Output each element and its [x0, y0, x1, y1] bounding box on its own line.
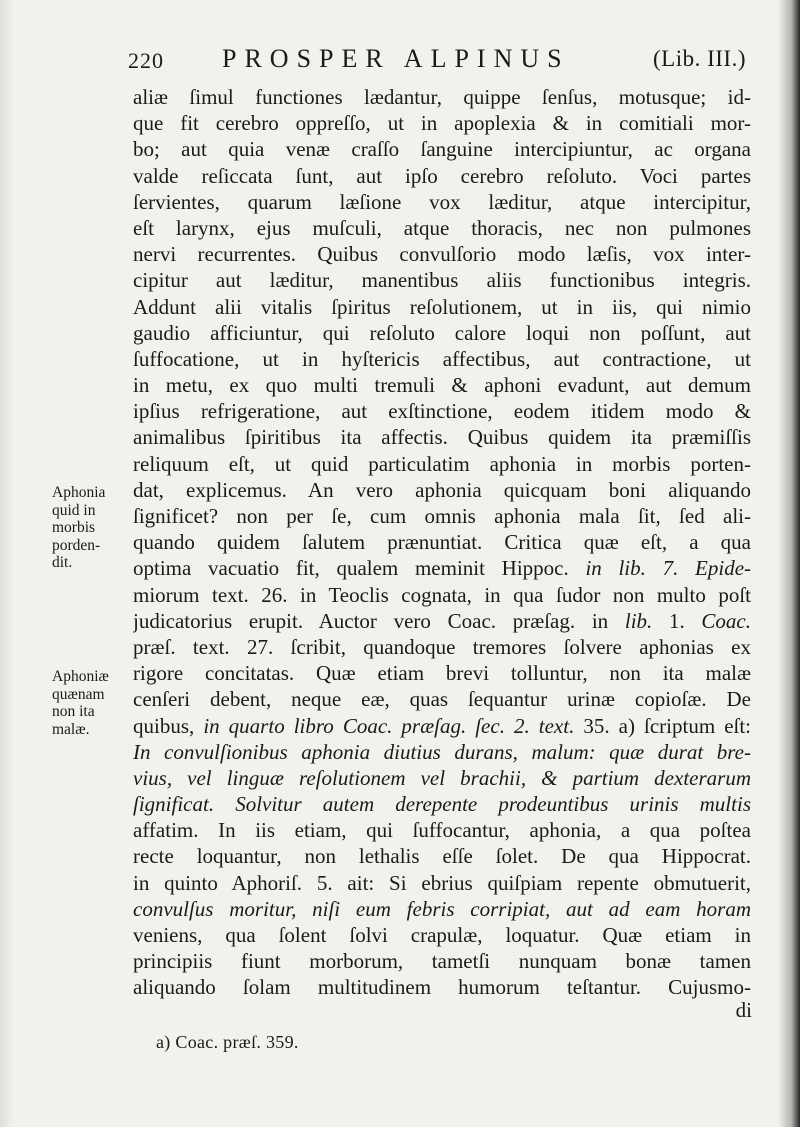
marginal-line: quænam [52, 685, 105, 703]
text-line: animalibus ſpiritibus ita affectis. Quibus quidem ita præmiſſis [133, 425, 751, 450]
italic-reference: in lib. 7. Epide- [585, 556, 751, 581]
marginal-line: Aphonia [52, 484, 106, 501]
main-text-block [133, 84, 751, 1001]
running-title: PROSPER ALPINUS [222, 44, 570, 73]
text-line: eſt larynx, ejus muſculi, atque thoracis, nec non pulmones [133, 215, 751, 240]
text-segment: 35. a) ſcriptum eſt: [574, 713, 751, 738]
marginal-line: dit. [52, 554, 73, 571]
marginal-note [52, 484, 130, 572]
text-line: dat, explicemus. An vero aphonia quicquam boni aliquando [133, 477, 751, 502]
marginal-line: non ita [52, 703, 95, 720]
marginal-line: morbis [52, 519, 96, 536]
catchword: di [735, 998, 752, 1022]
running-header [128, 42, 748, 82]
book-reference: (Lib. III.) [653, 46, 746, 71]
text-line: Addunt alii vitalis ſpiritus reſolutionem, ut in iis, qui nimio [133, 294, 751, 319]
text-line: valde reſiccata ſunt, aut ipſo cerebro reſoluto. Voci partes [133, 163, 751, 188]
text-line: in quinto Aphoriſ. 5. ait: Si ebrius quiſpiam repente obmutuerit, [133, 870, 751, 895]
text-line: ipſius refrigeratione, aut exſtinctione, eodem itidem modo & [133, 399, 751, 424]
text-segment: 1. [652, 608, 702, 633]
text-line [133, 713, 751, 739]
binding-shadow [778, 0, 800, 1127]
text-segment: judicatorius erupit. Auctor vero Coac. præſag. in [133, 608, 609, 633]
italic-reference: in quarto libro Coac. præſag. ſec. 2. text. [203, 713, 575, 738]
text-line: cenſeri debent, neque eæ, quas ſequantur urinæ copioſæ. De [133, 687, 751, 712]
text-line: veniens, qua ſolent ſolvi crapulæ, loquatur. Quæ etiam in [133, 923, 751, 947]
text-segment: optima vacuatio fit, qualem meminit Hippoc. [133, 556, 569, 581]
italic-quote-line: In convulſionibus aphonia diutius durans, malum: quæ durat bre- [133, 739, 751, 764]
text-line: rigore concitatas. Quæ etiam brevi tolluntur, non ita malæ [133, 661, 751, 686]
marginal-line: Aphoniæ [52, 668, 109, 685]
text-segment: quibus, [133, 713, 195, 738]
page-number: 220 [128, 48, 164, 73]
text-line: recte loquantur, non lethalis eſſe ſolet. De qua Hippocrat. [133, 844, 751, 869]
text-line: ſuffocatione, ut in hyſtericis affectibus, aut contractione, ut [133, 346, 751, 371]
text-line: gaudio afficiuntur, qui reſoluto calore loqui non poſſunt, aut [133, 320, 751, 345]
marginal-line: malæ. [52, 720, 90, 738]
text-line: aliquando ſolam multitudinem humorum teſtantur. Cujusmo- [133, 975, 751, 1000]
text-line: quando quidem ſalutem prænuntiat. Critica quæ eſt, a qua [133, 530, 751, 555]
text-line: principiis fiunt morborum, tametſi nunquam bonæ tamen [133, 949, 751, 974]
text-line: bo; aut quia venæ craſſo ſanguine intercipiuntur, ac organa [133, 137, 751, 162]
text-line: reliquum eſt, ut quid particulatim aphonia in morbis porten- [133, 451, 751, 476]
text-line [133, 555, 751, 581]
text-line [133, 608, 751, 634]
text-line: ſervientes, quarum læſione vox læditur, atque intercipitur, [133, 189, 751, 214]
marginal-note [52, 668, 130, 738]
italic-quote-line: vius, vel linguæ reſolutionem vel brachii, & partium dexterarum [133, 765, 751, 790]
text-line: cipitur aut læditur, manentibus aliis functionibus integris. [133, 268, 751, 293]
text-line: ſignificet? non per ſe, cum omnis aphonia mala ſit, ſed ali- [133, 504, 751, 528]
marginal-line: porden- [52, 536, 101, 554]
italic-reference: lib. [624, 608, 653, 633]
marginal-line: quid in [52, 501, 96, 519]
page-edge-shadow [0, 0, 14, 1127]
italic-reference: Coac. [701, 608, 751, 633]
text-line: aliæ ſimul functiones lædantur, quippe ſenſus, motusque; id- [133, 85, 751, 109]
text-line: affatim. In iis etiam, qui ſuffocantur, aphonia, a qua poſtea [133, 818, 751, 843]
italic-quote-line: ſignificat. Solvitur autem derepente prodeuntibus urinis multis [133, 792, 751, 817]
text-line: que fit cerebro oppreſſo, ut in apoplexia & in comitiali mor- [133, 111, 751, 136]
text-line: præſ. text. 27. ſcribit, quandoque tremores ſolvere aphonias ex [133, 634, 751, 659]
text-line: nervi recurrentes. Quibus convulſorio modo læſis, vox inter- [133, 242, 751, 267]
text-line: miorum text. 26. in Teoclis cognata, in qua ſudor non multo poſt [133, 582, 751, 607]
footnote: a) Coac. præſ. 359. [156, 1032, 299, 1052]
text-line: in metu, ex quo multi tremuli & aphoni evadunt, aut demum [133, 373, 751, 398]
italic-quote-line: convulſus moritur, niſi eum febris corripiat, aut ad eam horam [133, 896, 751, 921]
